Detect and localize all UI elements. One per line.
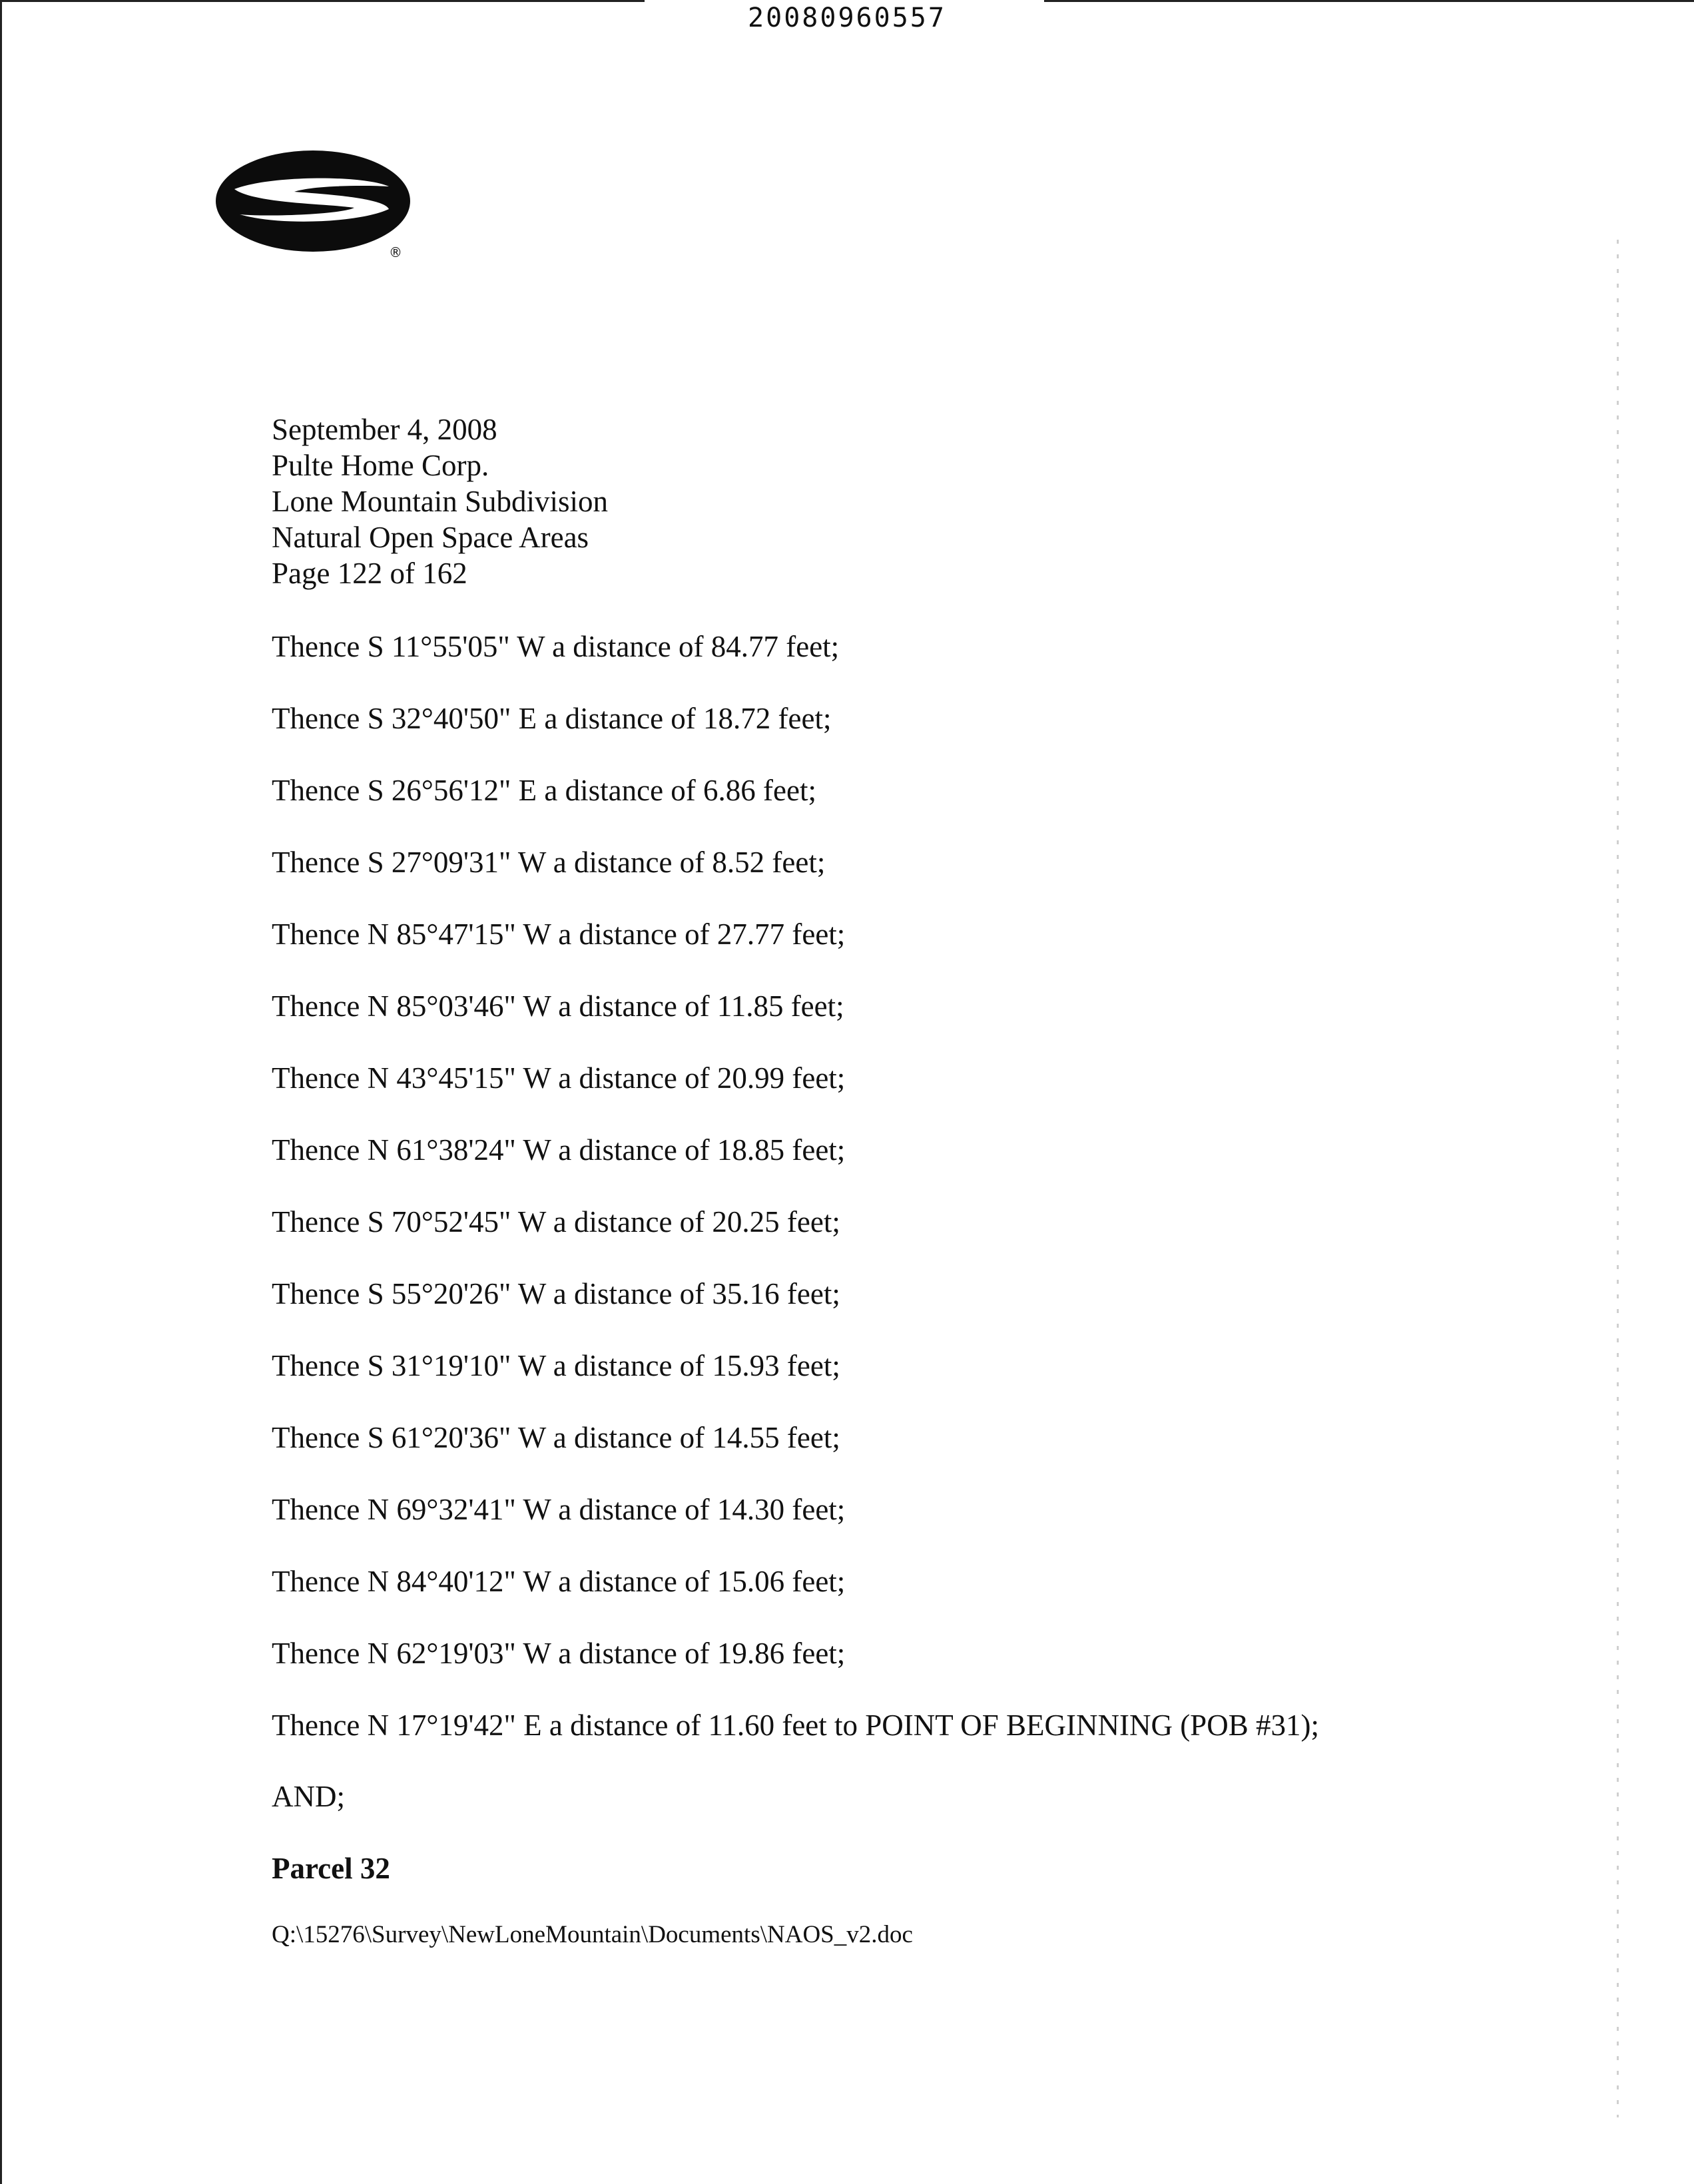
course-line: Thence N 69°32'41" W a distance of 14.30 feet; (272, 1493, 846, 1526)
course-line: Thence S 55°20'26" W a distance of 35.16 feet; (272, 1277, 840, 1310)
course-line: Thence N 43°45'15" W a distance of 20.99 feet; (272, 1061, 846, 1095)
course-line: Thence S 11°55'05" W a distance of 84.77 feet; (272, 630, 840, 663)
course-line: Thence N 85°03'46" W a distance of 11.85 feet; (272, 989, 844, 1023)
course-line: Thence S 26°56'12" E a distance of 6.86 feet; (272, 774, 816, 807)
parcel-heading: Parcel 32 (272, 1852, 390, 1885)
scan-top-line-right (1044, 0, 1694, 2)
file-path-footer: Q:\15276\Survey\NewLoneMountain\Documents\NAOS_v2.doc (272, 1921, 913, 1948)
course-line: Thence N 61°38'24" W a distance of 18.85 feet; (272, 1133, 846, 1167)
header-page-number: Page 122 of 162 (272, 557, 467, 590)
course-line: Thence N 62°19'03" W a distance of 19.86 feet; (272, 1637, 846, 1670)
recording-document-number: 20080960557 (748, 3, 946, 33)
course-line-closing: Thence N 17°19'42" E a distance of 11.60 feet to POINT OF BEGINNING (POB #31); (272, 1709, 1319, 1742)
conjunction-text: AND; (272, 1780, 345, 1813)
company-logo-icon (214, 148, 414, 261)
registered-mark: ® (389, 244, 402, 260)
scan-top-line-left (0, 0, 645, 2)
header-date: September 4, 2008 (272, 413, 497, 446)
course-line: Thence S 32°40'50" E a distance of 18.72 feet; (272, 702, 832, 735)
header-client: Pulte Home Corp. (272, 449, 489, 482)
course-line: Thence S 31°19'10" W a distance of 15.93 feet; (272, 1349, 840, 1382)
header-subdivision: Lone Mountain Subdivision (272, 485, 608, 518)
course-line: Thence S 27°09'31" W a distance of 8.52 feet; (272, 846, 826, 879)
course-line: Thence S 70°52'45" W a distance of 20.25 feet; (272, 1205, 840, 1238)
scan-right-edge-noise (1617, 240, 1619, 2117)
header-subject: Natural Open Space Areas (272, 521, 589, 554)
letter-header (272, 411, 608, 591)
course-line: Thence N 84°40'12" W a distance of 15.06 feet; (272, 1565, 846, 1598)
course-line: Thence N 85°47'15" W a distance of 27.77 feet; (272, 918, 846, 951)
legal-description-courses (272, 629, 1319, 1780)
scan-left-edge (0, 0, 2, 2184)
course-line: Thence S 61°20'36" W a distance of 14.55 feet; (272, 1421, 840, 1454)
